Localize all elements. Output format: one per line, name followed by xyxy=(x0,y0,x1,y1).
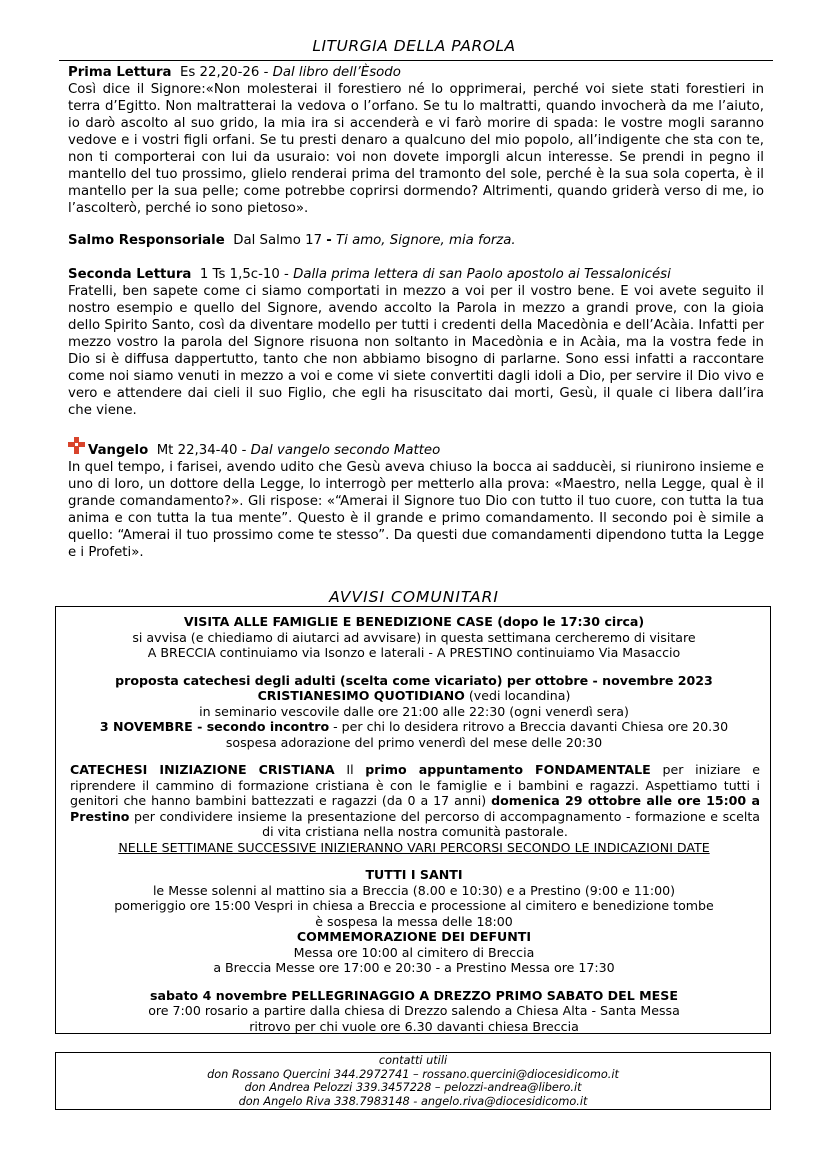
prima-lettura-ref: Es 22,20-26 - xyxy=(180,65,269,80)
catechesi-adulti-date: 3 NOVEMBRE - secondo incontro xyxy=(99,719,330,734)
seconda-lettura-header xyxy=(68,266,764,283)
seconda-lettura-ref: 1 Ts 1,5c-10 - xyxy=(199,267,289,282)
contatto-quercini: don Rossano Quercini 344.2972741 – rossano.quercini@diocesidicomo.it xyxy=(207,1067,619,1081)
salmo-refrain: Ti amo, Signore, mia forza. xyxy=(336,233,516,248)
iniziazione-bold-2: domenica 29 ottobre alle ore 15:00 a Prestino xyxy=(70,793,760,824)
seconda-lettura-text: Fratelli, ben sapete come ci siamo comportati in mezzo a voi per il vostro bene. E voi avete seguito il nostro esempio e quello del Signore, avendo accolto la Parola in mezzo a grandi prove, con la gioia dello Spirito Santo, così da diventare modello per tutti i credenti della Macedònia e dell’Acàia. Infatti per mezzo vostro la parola del Signore risuona non soltanto in Macedònia e in Acàia, ma la vostra fede in Dio si è diffusa dappertutto, tanto che non abbiamo bisogno di parlarne. Sono essi infatti a raccontare come noi siamo venuti in mezzo a voi e come vi siete convertiti dagli idoli a Dio, per servire il Dio vivo e vero e attendere dai cieli il suo Figlio, che egli ha risuscitato dai morti, Gesù, il quale ci libera dall’ira che viene. xyxy=(68,284,764,418)
catechesi-adulti-note: (vedi locandina) xyxy=(468,688,571,703)
iniziazione-text-2: per iniziare e riprendere il cammino di formazione cristiana è con le famiglie e i bambini e ragazzi. Aspettiamo tutti i genitori che hanno bambini battezzati e ragazzi (da 0 a 17 anni) xyxy=(70,762,761,808)
liturgia-heading: LITURGIA DELLA PAROLA xyxy=(312,37,516,55)
santi-line1: le Messe solenni al mattino sia a Breccia (8.00 e 10:30) e a Prestino (9:00 e 11:00) xyxy=(152,882,676,898)
defunti-title: COMMEMORAZIONE DEI DEFUNTI xyxy=(296,929,532,944)
vangelo-text: In quel tempo, i farisei, avendo udito che Gesù aveva chiuso la bocca ai sadducèi, si riunirono insieme e uno di loro, un dottore della Legge, lo interrogò per metterlo alla prova: «Maestro, nella Legge, qual è il grande comandamento?». Gli rispose: «“Amerai il Signore tuo Dio con tutto il tuo cuore, con tutta la tua anima e con tutta la tua mente”. Questo è il grande e primo comandamento. Il secondo poi è simile a quello: “Amerai il tuo prossimo come te stesso”. Da questi due comandamenti dipendono tutta la Legge e i Profeti». xyxy=(68,460,764,560)
avvisi-content xyxy=(56,614,772,1034)
santi-line2: pomeriggio ore 15:00 Vespri in chiesa a Breccia e processione al cimitero e benedizione tombe xyxy=(114,898,714,913)
iniziazione-underlined: NELLE SETTIMANE SUCCESSIVE INIZIERANNO VARI PERCORSI SECONDO LE INDICAZIONI DATE xyxy=(118,839,710,855)
avvisi-heading: AVVISI COMUNITARI xyxy=(329,588,499,606)
vangelo-label: Vangelo xyxy=(88,443,149,458)
contatti-box xyxy=(55,1052,771,1110)
prima-lettura-source: Dal libro dell’Èsodo xyxy=(272,65,401,80)
contatto-pelozzi: don Andrea Pelozzi 339.3457228 – pelozzi-andrea@libero.it xyxy=(244,1081,582,1094)
vangelo-header xyxy=(68,437,764,459)
seconda-lettura-section xyxy=(68,266,764,419)
salmo-label: Salmo Responsoriale xyxy=(68,233,225,248)
defunti-line2: a Breccia Messe ore 17:00 e 20:30 - a Prestino Messa ore 17:30 xyxy=(213,960,615,975)
seconda-lettura-label: Seconda Lettura xyxy=(68,267,192,282)
vangelo-ref: Mt 22,34-40 - xyxy=(156,443,247,458)
heading-underline xyxy=(59,60,773,61)
prima-lettura-header xyxy=(68,64,764,81)
contatto-riva: don Angelo Riva 338.7983148 - angelo.riva@diocesidicomo.it xyxy=(238,1094,588,1108)
catechesi-adulti-line1: in seminario vescovile dalle ore 21:00 alle 22:30 (ogni venerdì sera) xyxy=(199,703,629,719)
pellegrinaggio-title: sabato 4 novembre PELLEGRINAGGIO A DREZZO PRIMO SABATO DEL MESE xyxy=(150,987,678,1003)
contatti-title: contatti utili xyxy=(378,1054,448,1067)
iniziazione-text-3: per condividere insieme la presentazione del percorso di accompagnamento - formazione e scelta di vita cristiana nella nostra comunità pastorale. xyxy=(129,808,760,839)
visita-line1: si avvisa (e chiediamo di aiutarci ad avvisare) in questa settimana cercheremo di visitare xyxy=(132,629,696,645)
santi-title: TUTTI I SANTI xyxy=(365,867,463,882)
vangelo-source: Dal vangelo secondo Matteo xyxy=(250,443,441,458)
salmo-section xyxy=(68,232,764,249)
catechesi-adulti-title: proposta catechesi degli adulti (scelta come vicariato) per ottobre - novembre 2023 xyxy=(115,672,713,688)
prima-lettura-text: Così dice il Signore:«Non molesterai il forestiero né lo opprimerai, perché voi siete stati forestieri in terra d’Egitto. Non maltratterai la vedova o l’orfano. Se tu lo maltratti, quando invocherà da me l’aiuto, io darò ascolto al suo grido, la mia ira si accenderà e vi farò morire di spada: le vostre mogli saranno vedove e i vostri figli orfani. Se tu presti denaro a qualcuno del mio popolo, all’indigente che sta con te, non ti comporterai con lui da usuraio: voi non dovete imporgli alcun interesse. Se prendi in pegno il mantello del tuo prossimo, glielo renderai prima del tramonto del sole, perché è la sua sola coperta, è il mantello per la sua pelle; come potrebbe coprirsi dormendo? Altrimenti, quando griderà verso di me, io l’ascolterò, perché io sono pietoso». xyxy=(68,82,764,216)
prima-lettura-label: Prima Lettura xyxy=(68,65,172,80)
santi-line3: è sospesa la messa delle 18:00 xyxy=(315,913,513,929)
vangelo-section xyxy=(68,437,764,561)
seconda-lettura-source: Dalla prima lettera di san Paolo apostolo ai Tessalonicési xyxy=(293,267,671,282)
salmo-dash: - xyxy=(326,233,332,248)
iniziazione-title: CATECHESI INIZIAZIONE CRISTIANA xyxy=(70,762,335,777)
salmo-header xyxy=(68,232,764,249)
prima-lettura-section xyxy=(68,64,764,217)
iniziazione-paragraph xyxy=(56,762,772,840)
defunti-line1: Messa ore 10:00 al cimitero di Breccia xyxy=(293,944,535,960)
cross-icon xyxy=(68,437,85,454)
catechesi-adulti-line3: sospesa adorazione del primo venerdì del mese delle 20:30 xyxy=(225,734,603,750)
pellegrinaggio-line1: ore 7:00 rosario a partire dalla chiesa di Drezzo salendo a Chiesa Alta - Santa Messa xyxy=(148,1003,680,1018)
visita-line2: A BRECCIA continuiamo via Isonzo e laterali - A PRESTINO continuiamo Via Masaccio xyxy=(147,645,681,660)
salmo-ref: Dal Salmo 17 xyxy=(233,233,323,248)
catechesi-adulti-subtitle: CRISTIANESIMO QUOTIDIANO xyxy=(257,688,465,703)
iniziazione-text-1: Il xyxy=(334,762,366,777)
avvisi-box xyxy=(55,606,771,1034)
pellegrinaggio-line2: ritrovo per chi vuole ore 6.30 davanti chiesa Breccia xyxy=(249,1018,579,1034)
catechesi-adulti-date-rest: - per chi lo desidera ritrovo a Breccia davanti Chiesa ore 20.30 xyxy=(329,719,729,734)
visita-title: VISITA ALLE FAMIGLIE E BENEDIZIONE CASE (dopo le 17:30 circa) xyxy=(183,614,645,629)
iniziazione-bold-1: primo appuntamento FONDAMENTALE xyxy=(365,762,651,777)
